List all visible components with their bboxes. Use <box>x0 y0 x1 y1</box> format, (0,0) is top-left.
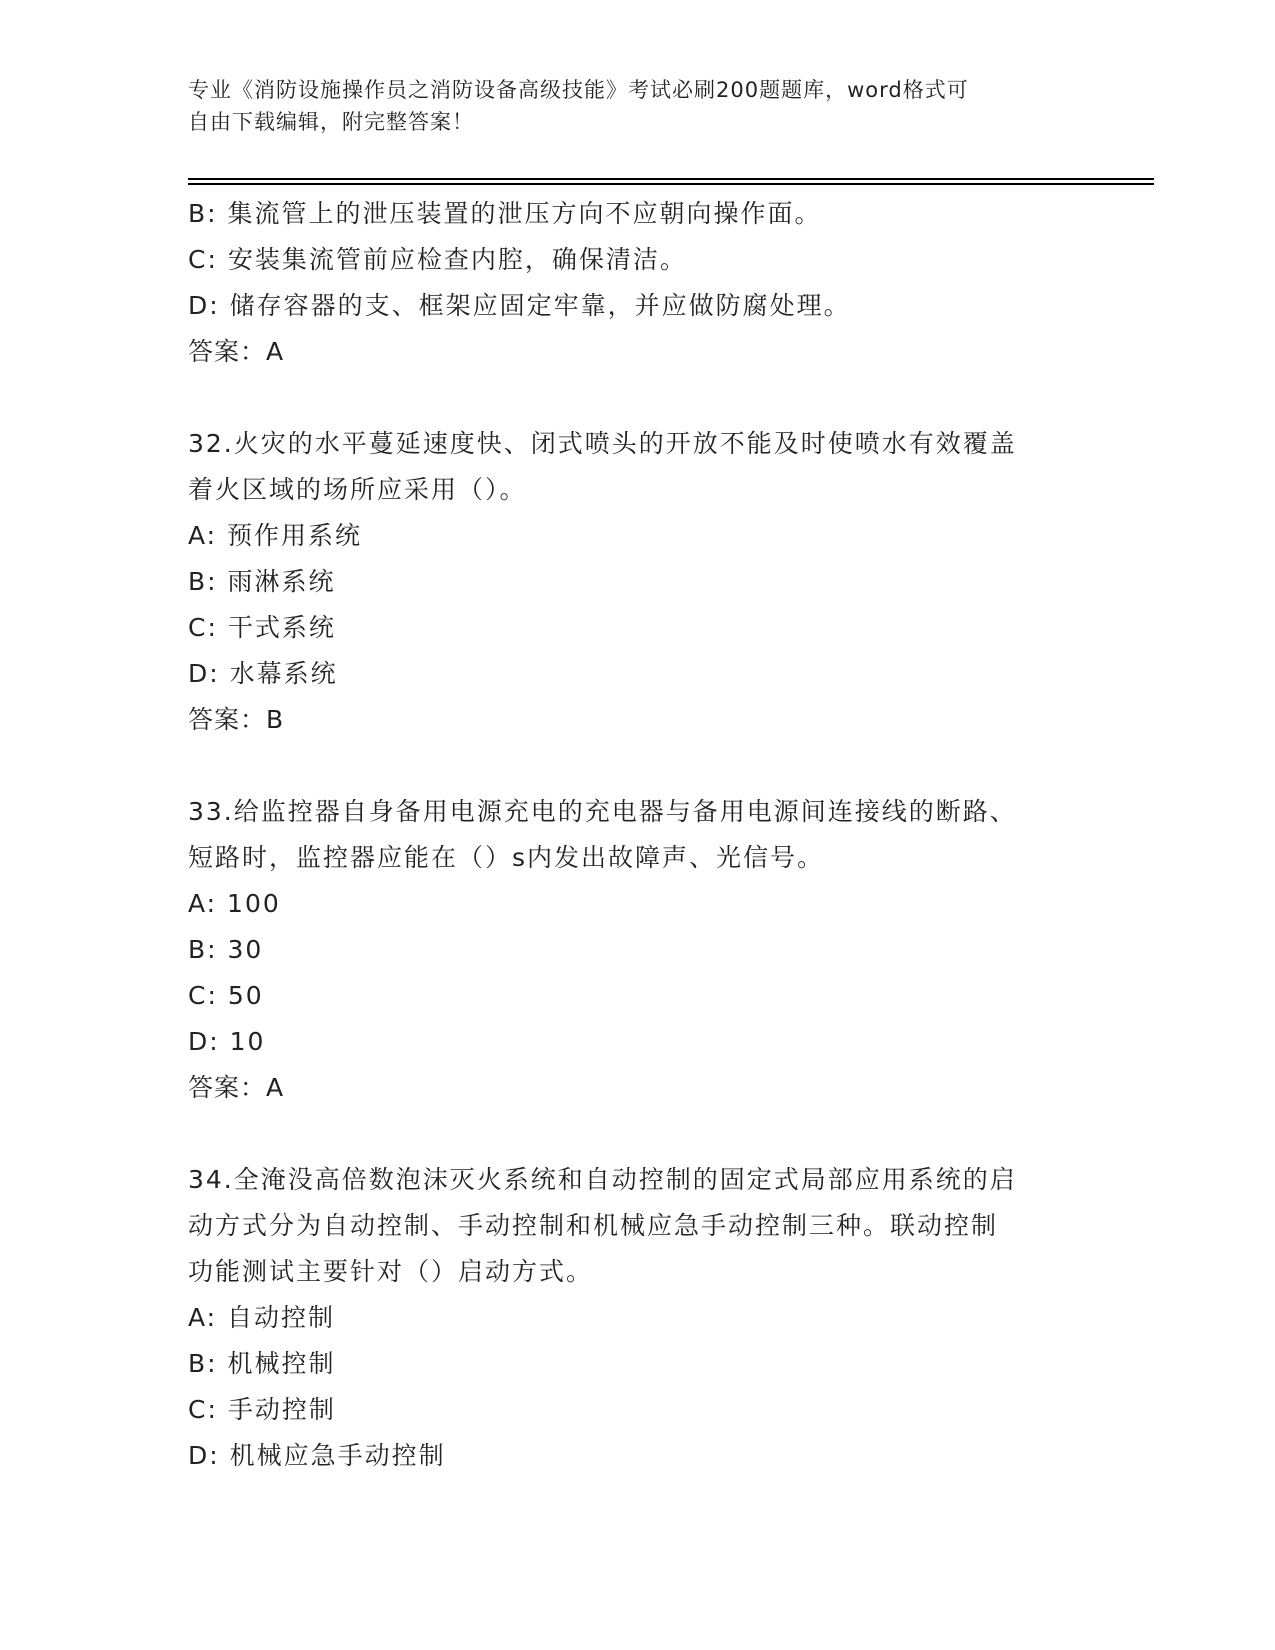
question-33 <box>188 789 1088 1111</box>
header-divider-bottom <box>188 183 1154 185</box>
q34-stem-line-2: 动方式分为自动控制、手动控制和机械应急手动控制三种。联动控制 <box>188 1211 999 1240</box>
question-list <box>188 191 1088 1479</box>
q33-stem-line-1: 33.给监控器自身备用电源充电的充电器与备用电源间连接线的断路、 <box>188 797 1017 826</box>
q34-option-a: A: 自动控制 <box>188 1303 336 1332</box>
question-34 <box>188 1157 1088 1479</box>
q32-answer: 答案：B <box>188 705 285 734</box>
q32-stem-line-2: 着火区域的场所应采用（）。 <box>188 475 527 504</box>
q31-option-b: B: 集流管上的泄压装置的泄压方向不应朝向操作面。 <box>188 199 822 228</box>
q33-option-a: A: 100 <box>188 889 281 918</box>
question-32 <box>188 421 1088 743</box>
q32-option-a: A: 预作用系统 <box>188 521 363 550</box>
q34-option-b: B: 机械控制 <box>188 1349 336 1378</box>
q33-answer: 答案：A <box>188 1073 285 1102</box>
question-31 <box>188 191 1088 375</box>
q32-option-c: C: 干式系统 <box>188 613 336 642</box>
q33-stem-line-2: 短路时，监控器应能在（）s内发出故障声、光信号。 <box>188 843 825 872</box>
q34-stem-line-3: 功能测试主要针对（）启动方式。 <box>188 1257 594 1286</box>
header-line-2: 自由下载编辑，附完整答案！ <box>188 110 474 134</box>
q31-answer: 答案：A <box>188 337 285 366</box>
document-header <box>188 74 1088 138</box>
q34-option-d: D: 机械应急手动控制 <box>188 1441 446 1470</box>
q32-stem-line-1: 32.火灾的水平蔓延速度快、闭式喷头的开放不能及时使喷水有效覆盖 <box>188 429 1017 458</box>
q32-option-d: D: 水幕系统 <box>188 659 338 688</box>
q33-option-b: B: 30 <box>188 935 264 964</box>
q31-option-c: C: 安装集流管前应检查内腔，确保清洁。 <box>188 245 687 274</box>
q34-stem-line-1: 34.全淹没高倍数泡沫灭火系统和自动控制的固定式局部应用系统的启 <box>188 1165 1017 1194</box>
header-divider-top <box>188 178 1154 180</box>
header-line-1: 专业《消防设施操作员之消防设备高级技能》考试必刷200题题库，word格式可 <box>188 78 969 102</box>
q34-option-c: C: 手动控制 <box>188 1395 336 1424</box>
q31-option-d: D: 储存容器的支、框架应固定牢靠，并应做防腐处理。 <box>188 291 851 320</box>
q33-option-d: D: 10 <box>188 1027 266 1056</box>
q32-option-b: B: 雨淋系统 <box>188 567 336 596</box>
q33-option-c: C: 50 <box>188 981 264 1010</box>
